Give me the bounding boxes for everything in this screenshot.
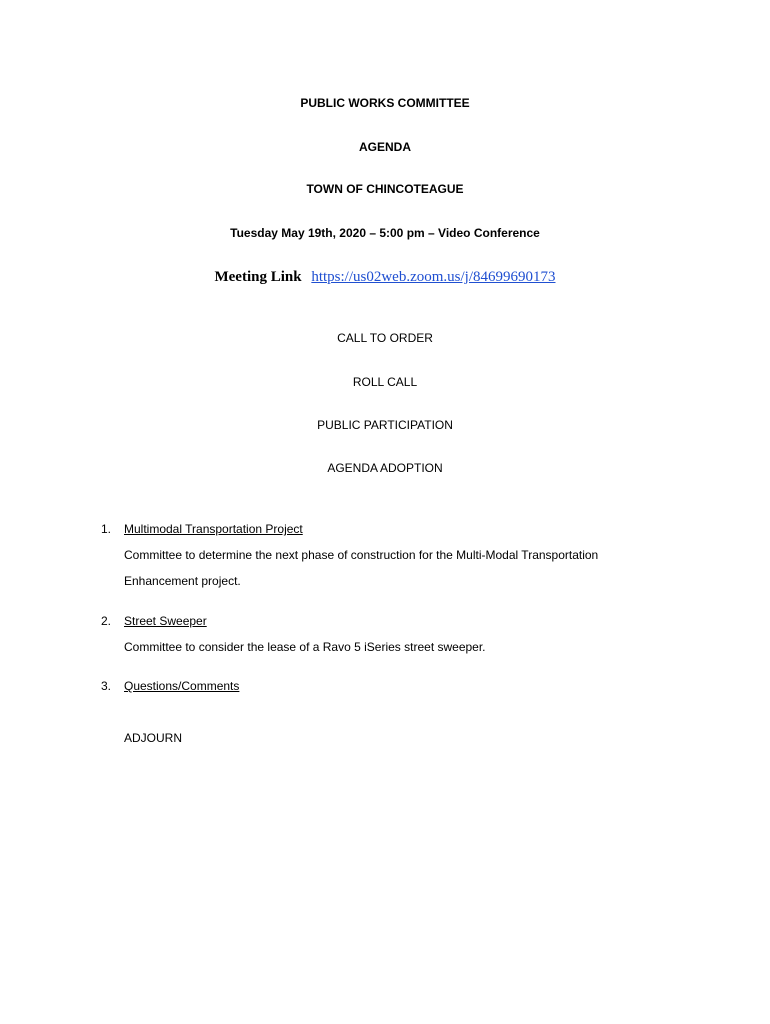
agenda-adoption: AGENDA ADOPTION: [327, 461, 443, 475]
meeting-link-row: [0, 268, 770, 286]
agenda-item-3: [101, 679, 239, 693]
meeting-link-url[interactable]: https://us02web.zoom.us/j/84699690173: [311, 269, 556, 285]
roll-call: ROLL CALL: [352, 375, 418, 389]
item-title: Questions/Comments: [124, 679, 240, 693]
item-number: 1.: [101, 522, 112, 536]
agenda-heading: AGENDA: [358, 140, 411, 154]
agenda-item-2: [101, 614, 207, 628]
item-1-description-line-1: Committee to determine the next phase of construction for the Multi-Modal Transportation: [124, 548, 599, 562]
call-to-order: CALL TO ORDER: [337, 331, 433, 345]
public-participation: PUBLIC PARTICIPATION: [317, 418, 453, 432]
item-title: Street Sweeper: [124, 614, 207, 628]
item-1-description-line-2: Enhancement project.: [124, 574, 241, 588]
meeting-link-label: Meeting Link: [214, 269, 302, 285]
adjourn: ADJOURN: [124, 731, 183, 745]
committee-heading: PUBLIC WORKS COMMITTEE: [300, 96, 470, 110]
meeting-info: Tuesday May 19th, 2020 – 5:00 pm – Video Conference: [230, 226, 540, 240]
agenda-item-1: [101, 522, 303, 536]
item-number: 2.: [101, 614, 112, 628]
item-2-description: Committee to consider the lease of a Ravo 5 iSeries street sweeper.: [124, 640, 486, 654]
item-title: Multimodal Transportation Project: [124, 522, 303, 536]
item-number: 3.: [101, 679, 112, 693]
town-heading: TOWN OF CHINCOTEAGUE: [306, 182, 464, 196]
